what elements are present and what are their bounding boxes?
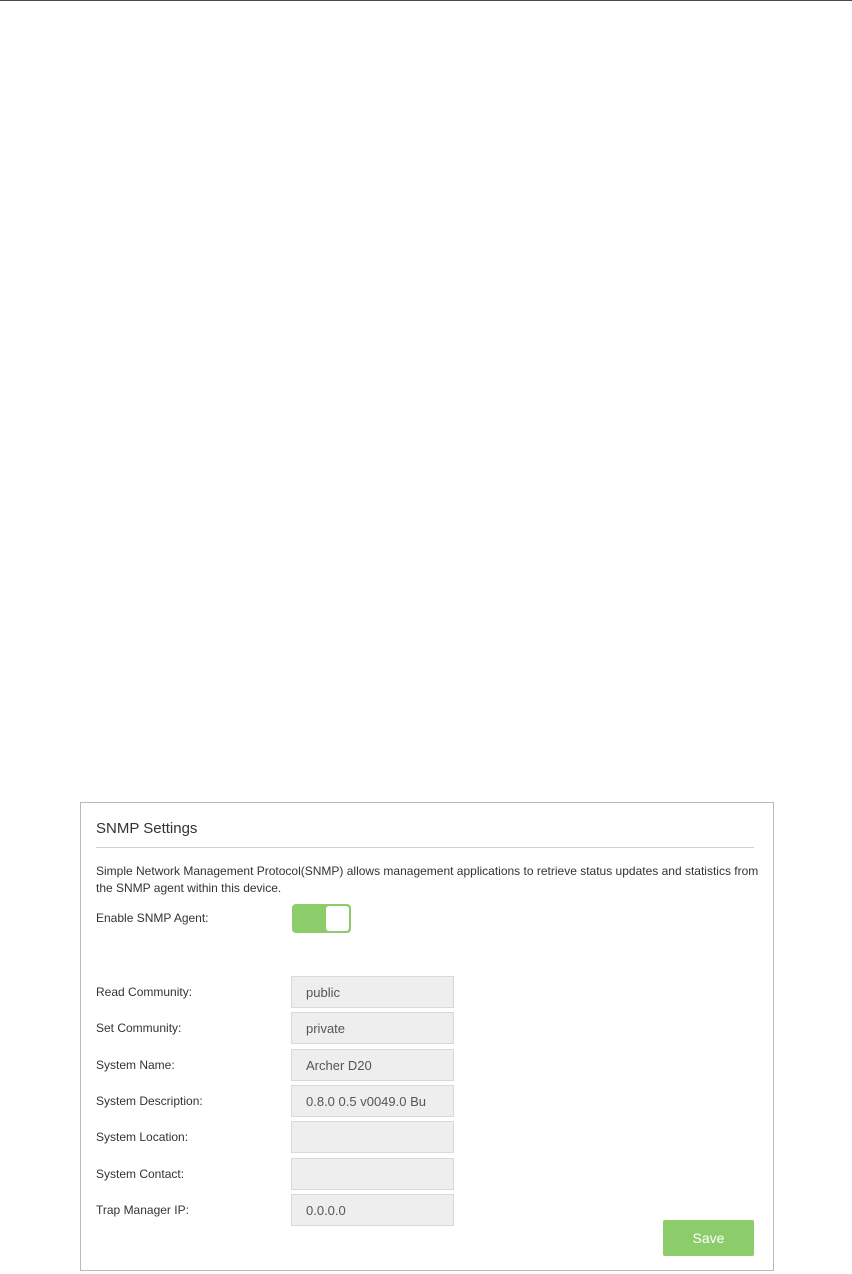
set-community-label: Set Community: bbox=[96, 1021, 182, 1035]
top-divider bbox=[0, 0, 852, 1]
system-name-input[interactable] bbox=[291, 1049, 454, 1081]
system-location-label: System Location: bbox=[96, 1130, 189, 1144]
snmp-settings-panel bbox=[80, 802, 774, 1271]
system-description-input[interactable] bbox=[291, 1085, 454, 1117]
trap-manager-ip-input[interactable] bbox=[291, 1194, 454, 1226]
toggle-knob bbox=[325, 905, 350, 932]
save-button[interactable]: Save bbox=[663, 1220, 754, 1256]
title-divider bbox=[96, 847, 754, 848]
system-name-label: System Name: bbox=[96, 1058, 175, 1072]
panel-title: SNMP Settings bbox=[96, 820, 198, 837]
read-community-input[interactable] bbox=[291, 976, 454, 1008]
system-contact-label: System Contact: bbox=[96, 1167, 185, 1181]
panel-description: Simple Network Management Protocol(SNMP) allows management applications to retrieve status updates and statistics from the SNMP agent within this device. bbox=[96, 864, 759, 895]
enable-snmp-agent-label: Enable SNMP Agent: bbox=[96, 911, 209, 925]
enable-snmp-agent-toggle[interactable] bbox=[292, 904, 351, 933]
trap-manager-ip-label: Trap Manager IP: bbox=[96, 1203, 189, 1217]
read-community-label: Read Community: bbox=[96, 985, 193, 999]
set-community-input[interactable] bbox=[291, 1012, 454, 1044]
system-description-label: System Description: bbox=[96, 1094, 203, 1108]
system-location-input[interactable] bbox=[291, 1121, 454, 1153]
system-contact-input[interactable] bbox=[291, 1158, 454, 1190]
